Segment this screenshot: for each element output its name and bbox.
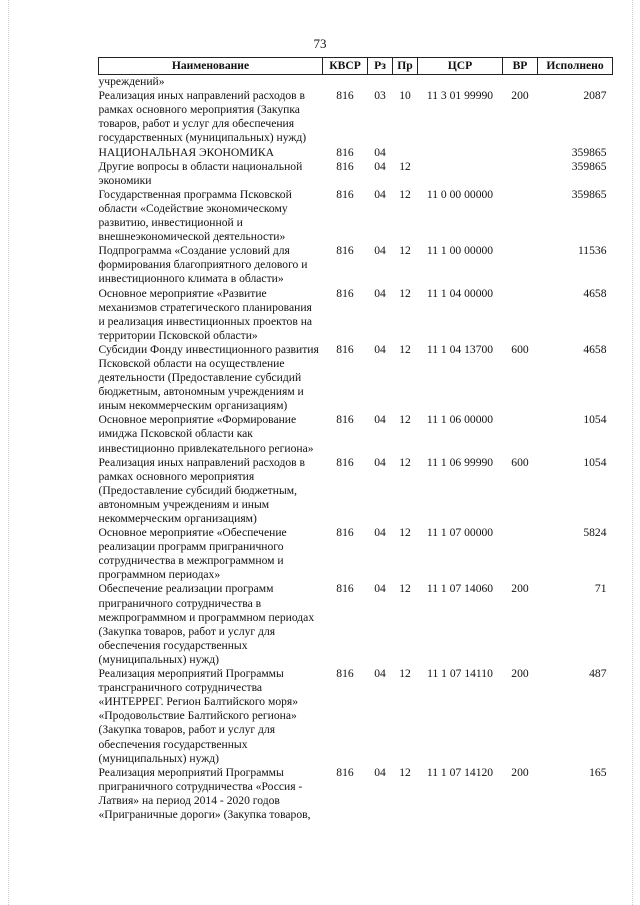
cell-rz: 04 [374, 667, 386, 681]
header-vr: ВР [503, 58, 538, 75]
cell-pr: 12 [399, 159, 411, 173]
cell-isp: 359865 [571, 187, 607, 201]
cell-vr [503, 244, 538, 286]
table-row [99, 75, 613, 90]
cell-name: учреждений» [98, 75, 165, 89]
cell-vr [503, 188, 538, 244]
cell-isp: 71 [594, 582, 607, 596]
cell-rz: 04 [374, 159, 386, 173]
cell-kvsr: 816 [336, 244, 354, 258]
cell-vr [503, 526, 538, 582]
table-row [99, 160, 613, 188]
cell-rz: 04 [374, 455, 386, 469]
cell-rz: 04 [374, 342, 386, 356]
cell-isp: 4658 [583, 286, 607, 300]
cell-pr: 12 [399, 582, 411, 596]
cell-name: Обеспечение реализации программ приграничного сотрудничества в межпрограммном и программном периодах (Закупка товаров, работ и услуг для обеспечения государственных (муниципальных) нужд) [98, 582, 315, 666]
cell-isp: 4658 [583, 342, 607, 356]
table-row [99, 244, 613, 286]
header-kvsr: КВСР [323, 58, 368, 75]
cell-kvsr: 816 [336, 582, 354, 596]
cell-csr: 11 1 04 00000 [426, 286, 494, 300]
cell-kvsr: 816 [336, 455, 354, 469]
cell-rz: 04 [374, 244, 386, 258]
cell-kvsr [323, 75, 368, 90]
cell-rz: 04 [374, 145, 386, 159]
cell-name: Основное мероприятие «Формирование имиджа Псковской области как инвестиционно привлекательного региона» [98, 413, 314, 455]
cell-pr: 12 [399, 413, 411, 427]
header-pr: Пр [393, 58, 418, 75]
table-row [99, 456, 613, 526]
cell-name: Основное мероприятие «Обеспечение реализации программ приграничного сотрудничества в межпрограммном и программном периодах» [98, 526, 287, 582]
cell-pr: 12 [399, 765, 411, 779]
cell-pr [393, 75, 418, 90]
cell-isp: 359865 [571, 145, 607, 159]
cell-name: Другие вопросы в области национальной экономики [98, 159, 303, 187]
cell-isp: 165 [589, 765, 607, 779]
cell-name: Подпрограмма «Создание условий для формирования благоприятного делового и инвестиционного климата в области» [98, 244, 308, 286]
cell-pr: 12 [399, 455, 411, 469]
cell-vr [503, 160, 538, 188]
cell-isp: 11536 [577, 244, 607, 258]
table-header-row [99, 58, 613, 75]
cell-isp: 359865 [571, 159, 607, 173]
cell-name: Государственная программа Псковской области «Содействие экономическому развитию, инвестиционной и внешнеэкономической деятельности» [98, 187, 292, 244]
cell-isp [538, 75, 613, 90]
table-row [99, 582, 613, 667]
header-csr: ЦСР [418, 58, 503, 75]
table-row [99, 343, 613, 413]
right-margin-dots [632, 0, 634, 905]
cell-pr: 12 [399, 244, 411, 258]
cell-isp: 1054 [583, 455, 607, 469]
cell-csr: 11 3 01 99990 [426, 89, 494, 103]
cell-kvsr: 816 [336, 145, 354, 159]
cell-vr [503, 413, 538, 455]
cell-rz: 04 [374, 187, 386, 201]
cell-kvsr: 816 [336, 667, 354, 681]
cell-rz: 04 [374, 286, 386, 300]
cell-name: Основное мероприятие «Развитие механизмов стратегического планирования и реализация инвестиционных проектов на территории Псковской области» [98, 286, 313, 342]
cell-csr: 11 0 00 00000 [426, 187, 494, 201]
table-row [99, 287, 613, 343]
table-row [99, 89, 613, 145]
cell-vr [503, 146, 538, 160]
cell-csr [418, 160, 503, 188]
cell-csr: 11 1 04 13700 [426, 342, 494, 356]
cell-kvsr: 816 [336, 159, 354, 173]
cell-name: Реализация иных направлений расходов в рамках основного мероприятия (Предоставление субсидий бюджетным, автономным учреждениям и иным некоммерческим организациям) [98, 455, 305, 525]
cell-csr: 11 1 07 14120 [426, 765, 494, 779]
cell-vr [503, 287, 538, 343]
cell-kvsr: 816 [336, 89, 354, 103]
cell-kvsr: 816 [336, 286, 354, 300]
cell-csr: 11 1 07 14110 [427, 667, 493, 681]
cell-pr: 12 [399, 526, 411, 540]
cell-csr: 11 1 06 00000 [426, 413, 494, 427]
header-rz: Рз [368, 58, 393, 75]
cell-csr: 11 1 07 14060 [426, 582, 494, 596]
cell-isp: 2087 [583, 89, 607, 103]
cell-vr: 200 [511, 667, 529, 681]
cell-pr: 12 [399, 342, 411, 356]
cell-rz: 03 [374, 89, 386, 103]
cell-vr: 200 [511, 582, 529, 596]
header-isp: Исполнено [538, 58, 613, 75]
cell-csr: 11 1 00 00000 [426, 244, 494, 258]
cell-isp: 487 [589, 667, 607, 681]
cell-rz [368, 75, 393, 90]
cell-rz: 04 [374, 582, 386, 596]
cell-isp: 5824 [583, 526, 607, 540]
cell-pr [393, 146, 418, 160]
table-row [99, 766, 613, 822]
table-row [99, 526, 613, 582]
header-name: Наименование [99, 58, 323, 75]
cell-csr: 11 1 06 99990 [426, 455, 494, 469]
cell-csr: 11 1 07 00000 [426, 526, 494, 540]
cell-rz: 04 [374, 413, 386, 427]
cell-pr: 12 [399, 286, 411, 300]
cell-rz: 04 [374, 765, 386, 779]
table-row [99, 188, 613, 244]
cell-isp: 1054 [583, 413, 607, 427]
table-row [99, 146, 613, 160]
table-row [99, 667, 613, 766]
table-row [99, 413, 613, 455]
cell-vr: 600 [511, 455, 529, 469]
budget-table [98, 57, 613, 822]
cell-kvsr: 816 [336, 765, 354, 779]
cell-pr: 12 [399, 187, 411, 201]
cell-kvsr: 816 [336, 187, 354, 201]
cell-pr: 10 [399, 89, 411, 103]
cell-rz: 04 [374, 526, 386, 540]
cell-vr [503, 75, 538, 90]
cell-kvsr: 816 [336, 413, 354, 427]
cell-vr: 200 [511, 89, 529, 103]
cell-kvsr: 816 [336, 342, 354, 356]
cell-name: Реализация мероприятий Программы трансграничного сотрудничества «ИНТЕРРЕГ. Регион Балтийского моря» «Продовольствие Балтийского региона» (Закупка товаров, работ и услуг для обеспечения государственных (муниципальных) нужд) [98, 667, 299, 765]
left-margin-dots [8, 0, 10, 905]
cell-name: Реализация мероприятий Программы приграничного сотрудничества «Россия - Латвия» на период 2014 - 2020 годов «Приграничные дороги» (Закупка товаров, [98, 765, 311, 821]
cell-csr [418, 75, 503, 90]
cell-name: НАЦИОНАЛЬНАЯ ЭКОНОМИКА [98, 145, 275, 159]
cell-vr: 600 [511, 342, 529, 356]
cell-name: Субсидии Фонду инвестиционного развития Псковской области на осуществление деятельности (Предоставление субсидий бюджетным, автономным учреждениям и иным некоммерческим организациям) [98, 342, 319, 413]
cell-name: Реализация иных направлений расходов в рамках основного мероприятия (Закупка товаров, работ и услуг для обеспечения государственных (муниципальных) нужд) [98, 89, 307, 145]
cell-vr: 200 [511, 765, 529, 779]
cell-kvsr: 816 [336, 526, 354, 540]
cell-pr: 12 [399, 667, 411, 681]
cell-csr [418, 146, 503, 160]
page-number: 73 [313, 36, 327, 51]
